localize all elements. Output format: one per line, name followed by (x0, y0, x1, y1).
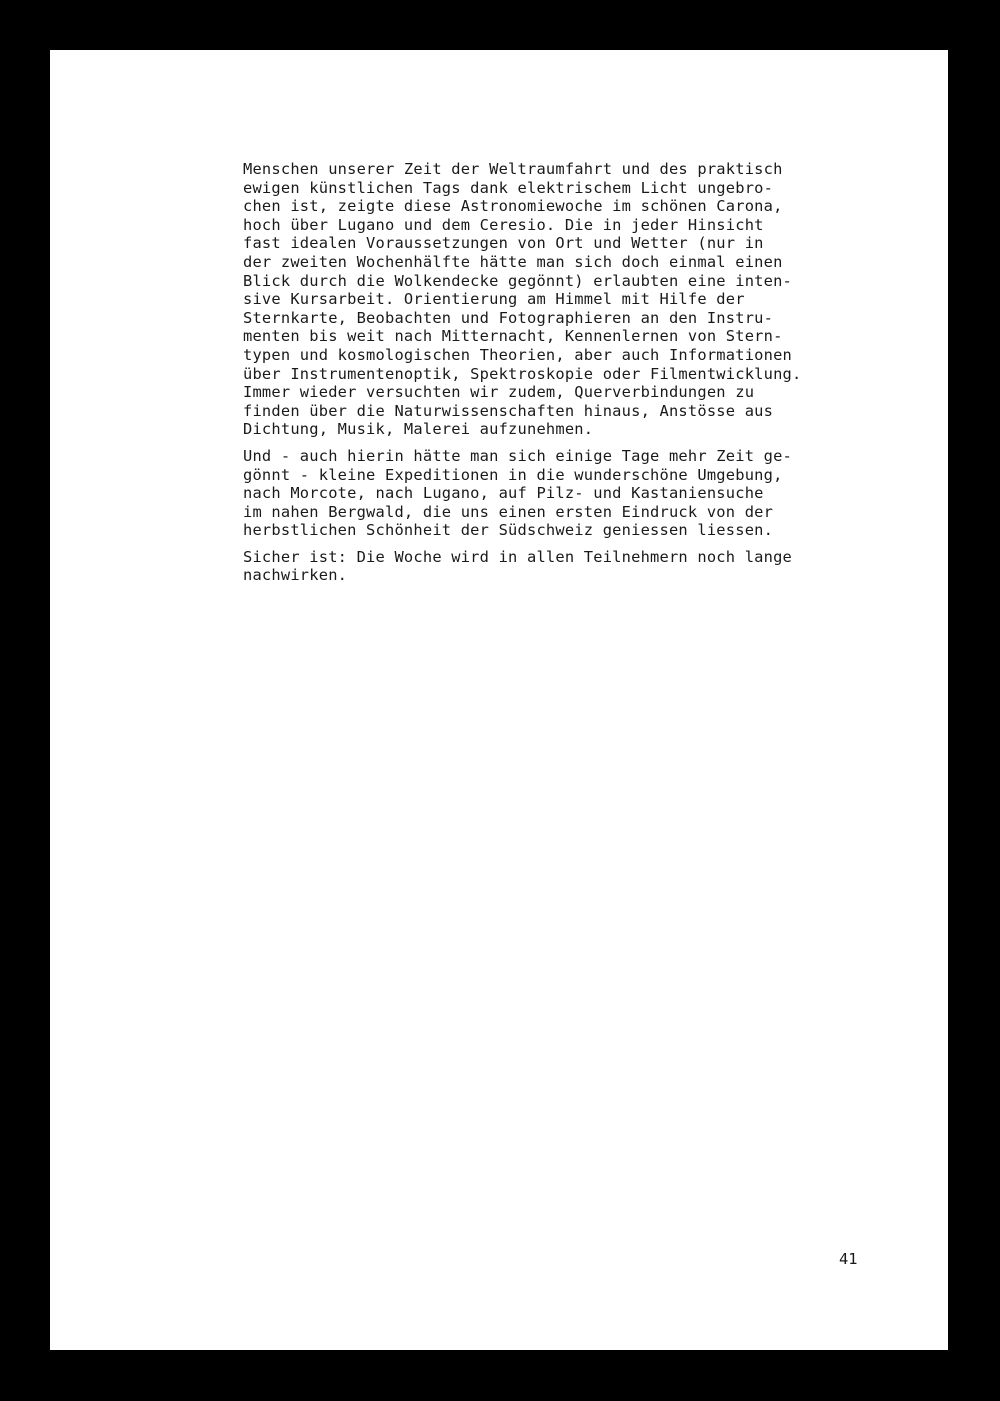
text-line: gönnt - kleine Expeditionen in die wunderschöne Umgebung, (243, 465, 783, 484)
paragraph (243, 447, 903, 540)
text-line: typen und kosmologischen Theorien, aber auch Informationen (243, 345, 793, 364)
paragraph (243, 548, 903, 585)
text-line: nachwirken. (243, 566, 348, 585)
text-line: Blick durch die Wolkendecke gegönnt) erlaubten eine inten- (243, 271, 793, 290)
text-line: finden über die Naturwissenschaften hinaus, Anstösse aus (243, 401, 774, 420)
body-text (243, 160, 903, 585)
text-line: Und - auch hierin hätte man sich einige Tage mehr Zeit ge- (243, 446, 793, 465)
text-line: herbstlichen Schönheit der Südschweiz geniessen liessen. (243, 521, 774, 540)
text-line: Sternkarte, Beobachten und Fotographieren an den Instru- (243, 308, 774, 327)
paragraph-gap (243, 540, 903, 548)
document-page (50, 50, 948, 1350)
paragraph-gap (243, 439, 903, 447)
text-line: Immer wieder versuchten wir zudem, Querverbindungen zu (243, 383, 755, 402)
text-line: hoch über Lugano und dem Ceresio. Die in jeder Hinsicht (243, 215, 764, 234)
paragraph (243, 160, 903, 439)
text-line: nach Morcote, nach Lugano, auf Pilz- und Kastaniensuche (243, 484, 764, 503)
text-line: ewigen künstlichen Tags dank elektrischem Licht ungebro- (243, 178, 774, 197)
page-number: 41 (839, 1250, 858, 1268)
text-line: über Instrumentenoptik, Spektroskopie oder Filmentwicklung. (243, 364, 802, 383)
text-line: Dichtung, Musik, Malerei aufzunehmen. (243, 420, 594, 439)
text-line: sive Kursarbeit. Orientierung am Himmel mit Hilfe der (243, 290, 745, 309)
text-line: fast idealen Voraussetzungen von Ort und Wetter (nur in (243, 234, 764, 253)
text-line: im nahen Bergwald, die uns einen ersten Eindruck von der (243, 502, 774, 521)
text-line: Menschen unserer Zeit der Weltraumfahrt und des praktisch (243, 160, 783, 178)
text-line: menten bis weit nach Mitternacht, Kennenlernen von Stern- (243, 327, 783, 346)
text-line: Sicher ist: Die Woche wird in allen Teilnehmern noch lange (243, 547, 793, 566)
text-line: chen ist, zeigte diese Astronomiewoche im schönen Carona, (243, 197, 783, 216)
text-line: der zweiten Wochenhälfte hätte man sich doch einmal einen (243, 252, 783, 271)
